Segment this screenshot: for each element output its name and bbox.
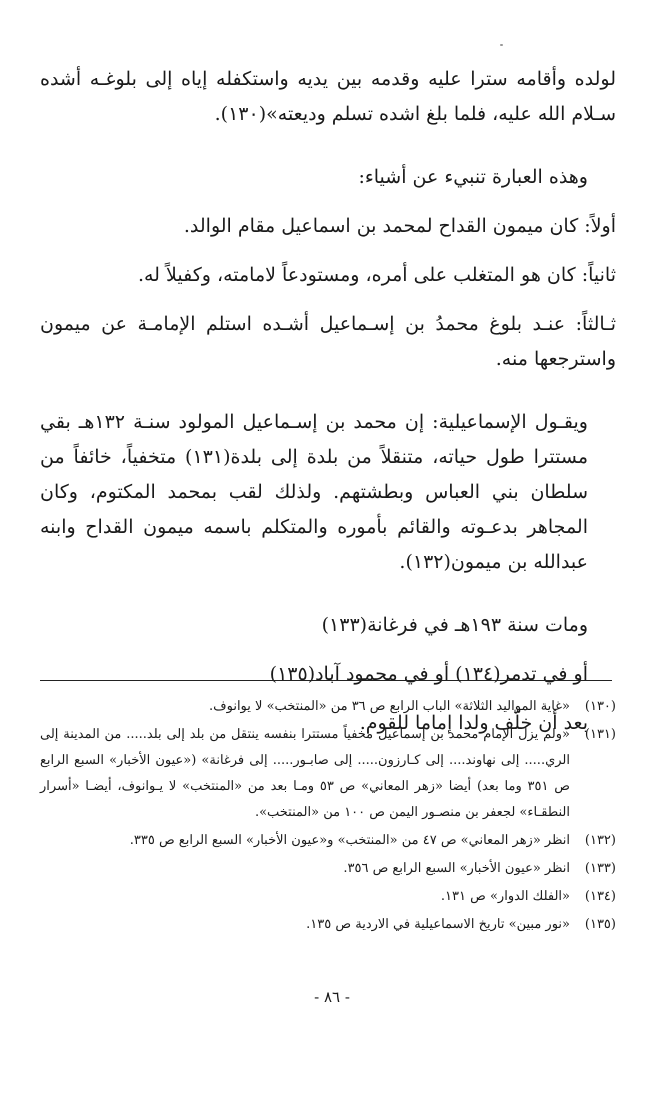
- footnote-number: (١٣٠): [584, 699, 616, 714]
- footnote: [40, 856, 616, 882]
- footnote-text: «الفلك الدوار» ص ١٣١.: [440, 889, 570, 904]
- paragraph-quote-end: لولده وأقامه سترا عليه وقدمه بين يديه واستكفله إياه إلى بلوغـه أشده سـلام الله عليه، فلما بلغ اشده تسلم وديعته»(١٣٠).: [40, 68, 616, 125]
- footnote-number: (١٣٣): [584, 861, 616, 876]
- footnote-text: «نور مبين» تاريخ الاسماعيلية في الاردية ص ١٣٥.: [306, 917, 570, 932]
- successor-line: بعد أن خلّف ولدا إماما للقوم.: [359, 712, 588, 734]
- footnote: [40, 884, 616, 910]
- footnote-text: «ولم يزل الإمام محمد بن إسماعيل مخفياً مستترا بنفسه ينتقل من بلد إلى بلد..... من المدينة إلى الري..... إلى نهاوند.... إلى كـارزون..... إلى صابـور..... إلى فرغانة» («عيون الأخبار» السبع الرابع ص ٣٥١ وما بعد) أيضا «زهر المعاني» ص ٥٣ ومـا بعد من «المنتخب» لا يـوانوف، أيضـا «أسرار النطقـاء» لجعفر بن منصـور اليمن ص ١٠٠ من «المنتخب».: [40, 727, 570, 820]
- alternative-place-line: أو في تدمر(١٣٤) أو في محمود آباد(١٣٥): [269, 663, 588, 685]
- footnote-number: (١٣٢): [584, 833, 616, 848]
- footnote-text: «غاية المواليد الثلاثة» الباب الرابع ص ٣٦ من «المنتخب» لا يوانوف.: [209, 699, 570, 714]
- footnote: [40, 694, 616, 720]
- footnote-divider: [40, 680, 612, 681]
- ink-speck: [500, 44, 503, 46]
- point-first: أولاً: كان ميمون القداح لمحمد بن اسماعيل مقام الوالد.: [183, 215, 616, 237]
- footnote-text: انظر «زهر المعاني» ص ٤٧ من «المنتخب» و«عيون الأخبار» السبع الرابع ص ٣٣٥.: [129, 833, 570, 848]
- footnote: [40, 912, 616, 938]
- body-text: [40, 62, 616, 741]
- paragraph-ismailis: ويقـول الإسماعيلية: إن محمد بن إسـماعيل المولود سنـة ١٣٢هـ بقي مستترا طول حياته، متنقلاً من بلدة إلى بلدة(١٣١) متخفياً، خائفاً من سلطان بني العباس وبطشتهم. ولذلك لقب بمحمد المكتوم، وكان المجاهر بدعـوته والقائم بأموره والمتكلم باسمه ميمون القداح وابنه عبدالله بن ميمون(١٣٢).: [40, 411, 588, 573]
- main-text-block: [40, 62, 616, 741]
- footnote-number: (١٣٤): [584, 889, 616, 904]
- point-second: ثانياً: كان هو المتغلب على أمره، ومستودعاً لامامته، وكفيلاً له.: [137, 264, 616, 286]
- death-line: ومات سنة ١٩٣هـ في فرغانة(١٣٣): [321, 614, 588, 636]
- intro-line: وهذه العبارة تنبيء عن أشياء:: [358, 166, 588, 188]
- footnote-number: (١٣١): [584, 727, 616, 742]
- footnote: [40, 828, 616, 854]
- footnotes: [40, 694, 616, 940]
- footnote-number: (١٣٥): [584, 917, 616, 932]
- point-third: ثـالثاً: عنـد بلوغ محمدُ بن إسـماعيل أشـده استلم الإمامـة عن ميمون واسترجعها منه.: [40, 313, 616, 370]
- points-list: [40, 209, 616, 377]
- footnote-text: انظر «عيون الأخبار» السبع الرابع ص ٣٥٦.: [343, 861, 570, 876]
- page-number: - ٨٦ -: [314, 988, 350, 1006]
- footnote: [40, 722, 616, 826]
